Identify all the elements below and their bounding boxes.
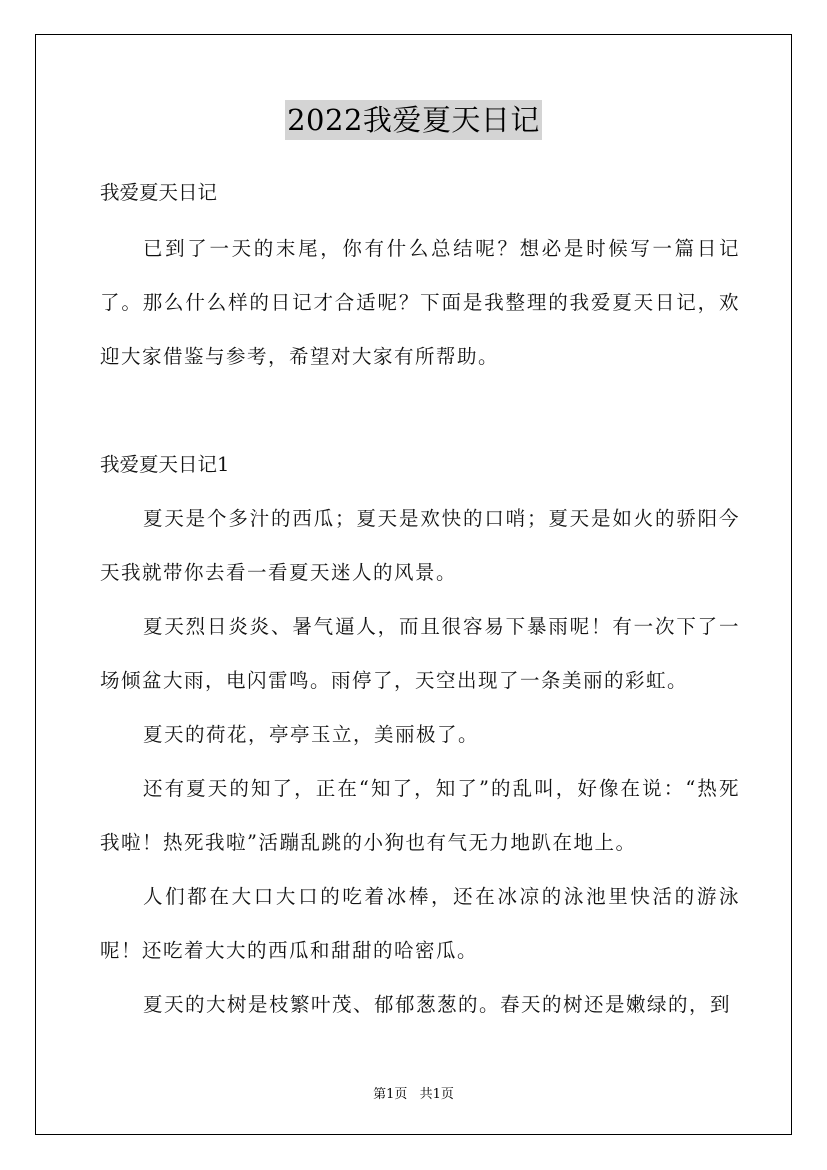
section-heading: 我爱夏天日记1	[100, 453, 230, 476]
diary-paragraph: 还有夏天的知了，正在“知了，知了”的乱叫，好像在说：“热死我啦！热死我啦”活蹦乱跳的小狗也有气无力地趴在地上。	[100, 777, 740, 854]
page-total: 共1页	[419, 1087, 454, 1102]
title-container	[0, 100, 827, 140]
diary-paragraph: 夏天的大树是枝繁叶茂、郁郁葱葱的。春天的树还是嫩绿的，到	[143, 993, 732, 1016]
diary-section	[100, 492, 740, 1032]
intro-section	[100, 222, 740, 384]
page-number: 第1页	[373, 1087, 408, 1102]
document-title: 2022我爱夏天日记	[285, 100, 542, 140]
diary-paragraph: 夏天的荷花，亭亭玉立，美丽极了。	[143, 723, 480, 746]
diary-paragraph: 夏天是个多汁的西瓜；夏天是欢快的口哨；夏天是如火的骄阳今天我就带你去看一看夏天迷人的风景。	[100, 507, 740, 584]
intro-heading: 我爱夏天日记	[100, 181, 218, 204]
diary-paragraph: 夏天烈日炎炎、暑气逼人，而且很容易下暴雨呢！有一次下了一场倾盆大雨，电闪雷鸣。雨停了，天空出现了一条美丽的彩虹。	[100, 615, 740, 692]
diary-paragraph: 人们都在大口大口的吃着冰棒，还在冰凉的泳池里快活的游泳呢！还吃着大大的西瓜和甜甜的哈密瓜。	[100, 885, 740, 962]
page-footer	[0, 1083, 827, 1102]
intro-paragraph: 已到了一天的末尾，你有什么总结呢？想必是时候写一篇日记了。那么什么样的日记才合适呢？下面是我整理的我爱夏天日记，欢迎大家借鉴与参考，希望对大家有所帮助。	[100, 237, 740, 368]
